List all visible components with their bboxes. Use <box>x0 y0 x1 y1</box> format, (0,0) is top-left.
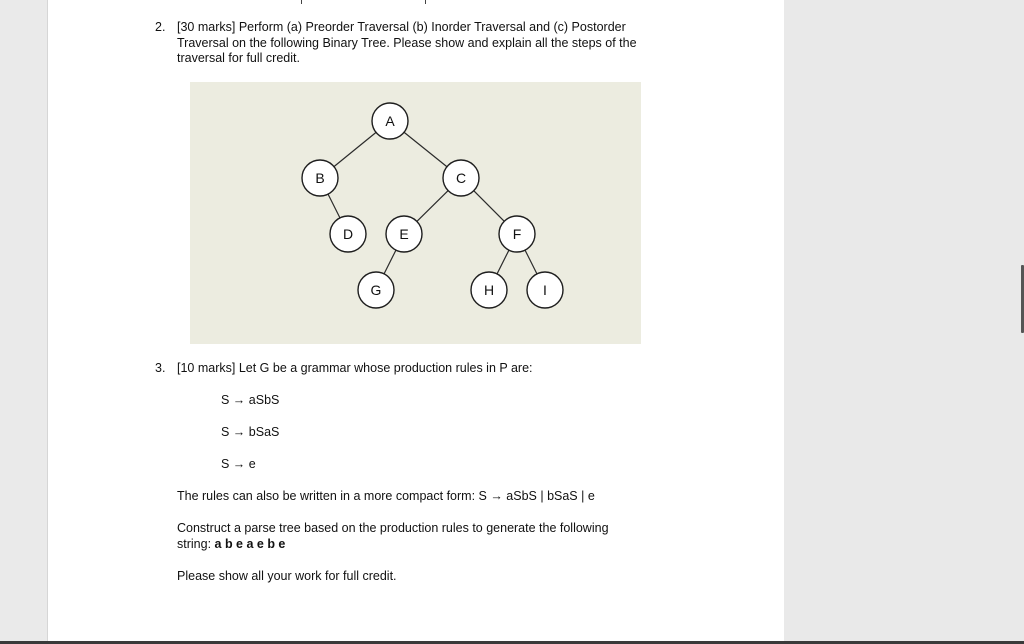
question-2-number: 2. <box>155 20 166 34</box>
tree-node-B <box>302 160 338 196</box>
edge-C-E <box>417 191 448 222</box>
question-2-line-2: Traversal on the following Binary Tree. Please show and explain all the steps of the <box>177 35 637 50</box>
edge-B-D <box>328 194 340 218</box>
closing-instruction: Please show all your work for full credit. <box>177 569 397 583</box>
question-3-number: 3. <box>155 361 166 375</box>
tree-node-F <box>499 216 535 252</box>
tree-node-D <box>330 216 366 252</box>
question-3-intro: [10 marks] Let G be a grammar whose production rules in P are: <box>177 361 533 375</box>
right-pane <box>784 0 1024 644</box>
edge-E-G <box>384 250 396 274</box>
target-string: a b e a e b e <box>214 537 286 551</box>
edge-F-I <box>525 250 537 274</box>
production-rule-3: S → e <box>221 457 256 471</box>
construct-instruction-line-1: Construct a parse tree based on the production rules to generate the following <box>177 521 609 535</box>
question-2-line-1: [30 marks] Perform (a) Preorder Traversal (b) Inorder Traversal and (c) Postorder <box>177 20 626 34</box>
edge-C-F <box>474 191 505 222</box>
tree-node-H <box>471 272 507 308</box>
node-label-E: E <box>399 226 409 242</box>
tree-node-C <box>443 160 479 196</box>
construct-instruction-line-2 <box>177 537 285 553</box>
question-2-line-3: traversal for full credit. <box>177 51 300 65</box>
tree-node-A <box>372 103 408 139</box>
node-label-C: C <box>455 170 467 186</box>
tree-node-E <box>386 216 422 252</box>
string-prefix: string: <box>177 537 215 551</box>
tree-edges <box>328 132 537 274</box>
tree-node-G <box>358 272 394 308</box>
question-2-text <box>177 20 675 67</box>
edge-A-C <box>404 132 447 166</box>
edge-A-B <box>334 132 376 166</box>
tree-node-I <box>527 272 563 308</box>
node-label-G: G <box>370 282 382 298</box>
node-label-H: H <box>483 282 495 298</box>
binary-tree-figure <box>190 82 641 344</box>
node-label-B: B <box>315 170 325 186</box>
node-label-F: F <box>512 226 522 242</box>
edge-F-H <box>497 250 509 274</box>
node-label-A: A <box>385 113 395 129</box>
production-rule-1: S → aSbS <box>221 393 280 407</box>
production-rule-2: S → bSaS <box>221 425 280 439</box>
node-label-I: I <box>543 282 547 298</box>
compact-form-text: The rules can also be written in a more compact form: S → aSbS | bSaS | e <box>177 489 595 503</box>
left-gutter <box>0 0 47 644</box>
node-label-D: D <box>342 226 354 242</box>
binary-tree-diagram <box>190 82 641 344</box>
